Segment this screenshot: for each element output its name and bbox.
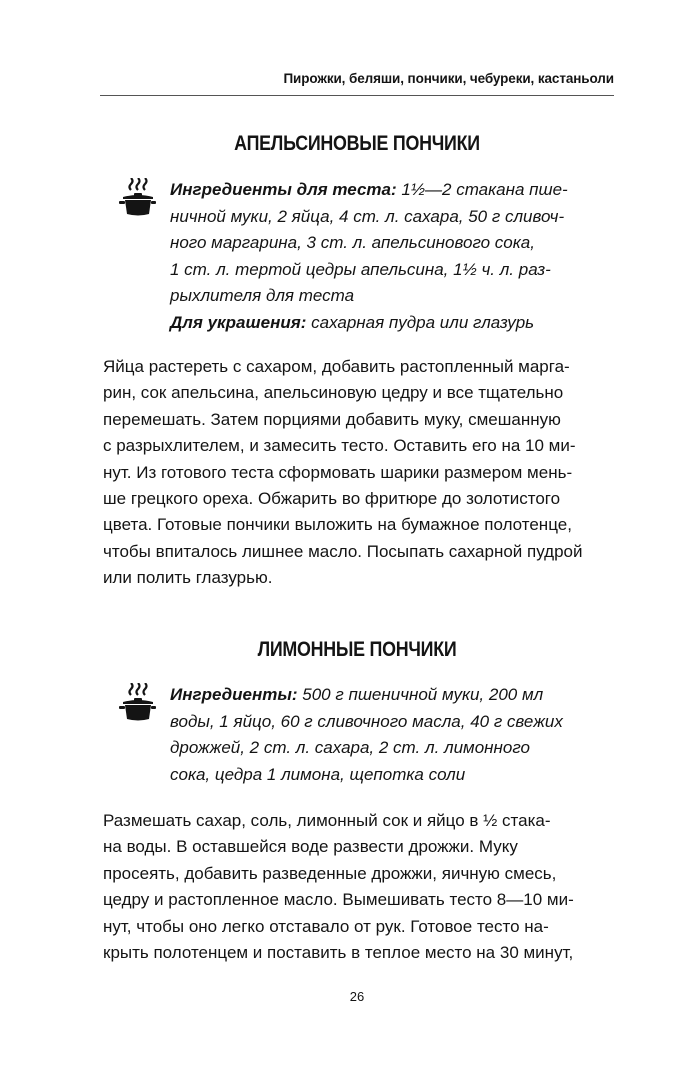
instruction-line: крыть полотенцем и поставить в теплое место на 30 минут, [103, 943, 574, 963]
ingredients-text: 1½—2 стакана пше- [401, 180, 568, 199]
ingredients-text: ничной муки, 2 яйца, 4 ст. л. сахара, 50 г сливоч- [170, 206, 565, 226]
recipe-title: АПЕЛЬСИНОВЫЕ ПОНЧИКИ [234, 132, 480, 155]
instruction-line: с разрыхлителем, и замесить тесто. Оставить его на 10 ми- [103, 436, 576, 456]
ingredients-block [170, 682, 616, 788]
recipe-instructions [103, 354, 614, 592]
instruction-line: на воды. В оставшейся воде развести дрожжи. Муку [103, 837, 518, 857]
ingredients-text: ного маргарина, 3 ст. л. апельсинового сока, [170, 233, 535, 252]
ingredients-text: 1 ст. л. тертой цедры апельсина, 1½ ч. л. раз- [170, 259, 551, 279]
ingredients-label: Ингредиенты для теста: [170, 180, 397, 199]
instruction-line: Яйца растереть с сахаром, добавить растопленный марга- [103, 357, 570, 376]
instruction-line: чтобы впиталось лишнее масло. Посыпать сахарной пудрой [103, 541, 583, 561]
cooking-pot-icon [118, 178, 156, 218]
recipe-instructions [103, 808, 614, 966]
decoration-text: сахарная пудра или глазурь [311, 312, 535, 332]
decoration-label: Для украшения: [170, 312, 307, 332]
instruction-line: цедру и растопленное масло. Вымешивать тесто 8—10 ми- [103, 890, 574, 910]
instruction-line: цвета. Готовые пончики выложить на бумажное полотенце, [103, 515, 572, 535]
instruction-line: рин, сок апельсина, апельсиновую цедру и все тщательно [103, 383, 564, 403]
instruction-line: Размешать сахар, соль, лимонный сок и яйцо в ½ стака- [103, 811, 551, 830]
ingredients-block [170, 177, 616, 336]
ingredients-text: 500 г пшеничной муки, 200 мл [302, 685, 544, 704]
instruction-line: ше грецкого ореха. Обжарить во фритюре до золотистого [103, 489, 561, 509]
ingredients-label: Ингредиенты: [170, 685, 298, 704]
instruction-line: нут, чтобы оно легко отставало от рук. Готовое тесто на- [103, 916, 549, 936]
ingredients-text: сока, цедра 1 лимона, щепотка соли [170, 764, 466, 784]
instruction-line: нут. Из готового теста сформовать шарики размером мень- [103, 462, 573, 482]
instruction-line: перемешать. Затем порциями добавить муку, смешанную [103, 409, 561, 429]
running-head: Пирожки, беляши, пончики, чебуреки, кастаньоли [283, 71, 614, 86]
ingredients-text: дрожжей, 2 ст. л. сахара, 2 ст. л. лимонного [170, 738, 530, 757]
instruction-line: просеять, добавить разведенные дрожжи, яичную смесь, [103, 863, 557, 883]
ingredients-text: рыхлителя для теста [170, 286, 355, 305]
header-rule [100, 95, 614, 96]
recipe-title: ЛИМОННЫЕ ПОНЧИКИ [257, 638, 457, 661]
ingredients-text: воды, 1 яйцо, 60 г сливочного масла, 40 г свежих [170, 711, 563, 731]
page-number: 26 [349, 989, 365, 1004]
instruction-line: или полить глазурью. [103, 568, 273, 588]
cooking-pot-icon [118, 683, 156, 723]
